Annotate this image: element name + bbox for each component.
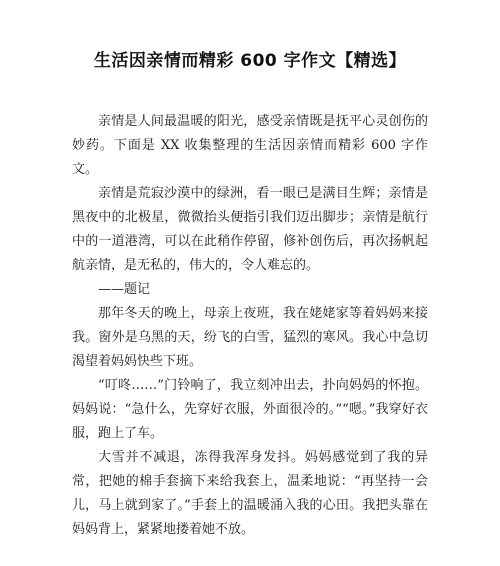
paragraph: 大雪并不减退，冻得我浑身发抖。妈妈感觉到了我的异常，把她的棉手套摘下来给我套上，温柔地说：“再坚持一会儿，马上就到家了。”手套上的温暖涌入我的心田。我把头靠在妈妈背上，紧紧地搂着她不放。 <box>72 450 428 537</box>
epigraph-signature: ——题记 <box>98 282 151 297</box>
paragraph: 那年冬天的晚上，母亲上夜班，我在姥姥家等着妈妈来接我。窗外是乌黑的天，纷飞的白雪，猛烈的寒风。我心中急切渴望着妈妈快些下班。 <box>72 306 428 369</box>
paragraph: 亲情是荒寂沙漠中的绿洲，看一眼已是满目生辉；亲情是黑夜中的北极星，微微抬头便指引我们迈出脚步；亲情是航行中的一道港湾，可以在此稍作停留，修补创伤后，再次扬帆起航亲情，是无私的，伟大的，令人难忘的。 <box>72 186 428 273</box>
paragraph: “叮咚……”门铃响了，我立刻冲出去，扑向妈妈的怀抱。妈妈说：“急什么，先穿好衣服，外面很冷的。”“嗯。”我穿好衣服，跑上了车。 <box>72 378 428 441</box>
intro-paragraph: 亲情是人间最温暖的阳光，感受亲情既是抚平心灵创伤的妙药。下面是 XX 收集整理的生活因亲情而精彩 600 字作文。 <box>72 114 428 177</box>
document-title: 生活因亲情而精彩 600 字作文【精选】 <box>93 51 407 71</box>
document-body <box>72 110 428 542</box>
